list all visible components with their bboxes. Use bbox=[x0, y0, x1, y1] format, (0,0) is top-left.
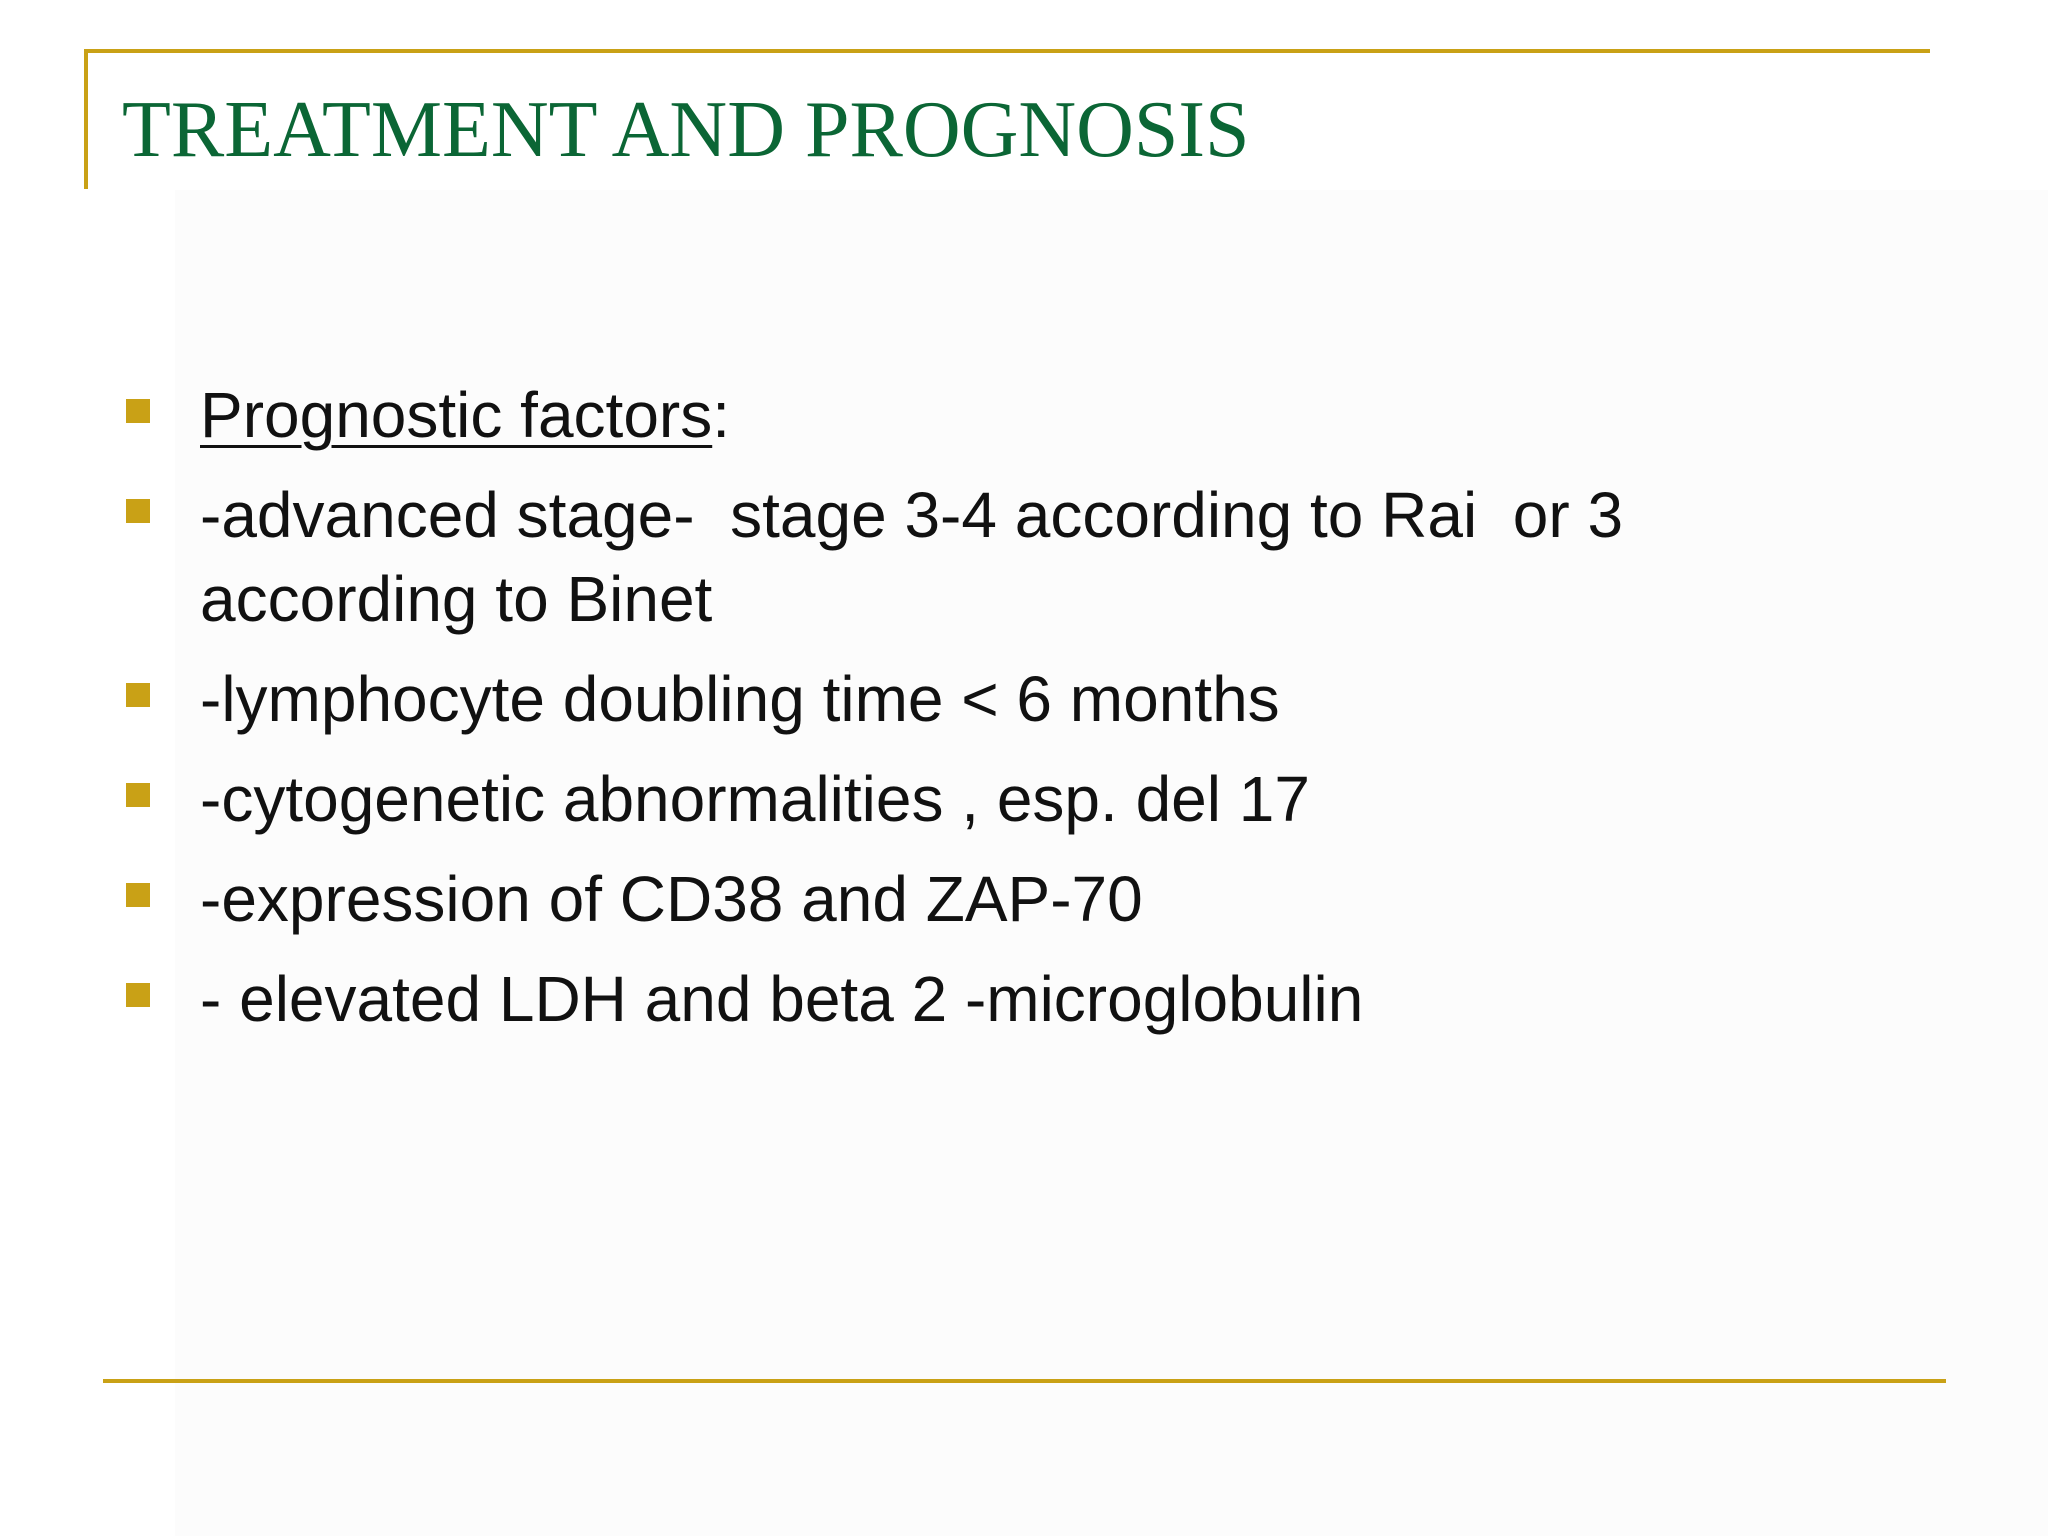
square-bullet-icon bbox=[126, 883, 150, 907]
bullet-heading-suffix: : bbox=[712, 379, 730, 451]
bullet-item-expression bbox=[126, 857, 1786, 941]
left-rule bbox=[84, 49, 88, 189]
square-bullet-icon bbox=[126, 683, 150, 707]
bullet-item-cytogenetic bbox=[126, 757, 1786, 841]
bullet-heading: Prognostic factors bbox=[200, 379, 713, 451]
bullet-text: -lymphocyte doubling time < 6 months bbox=[200, 663, 1280, 735]
square-bullet-icon bbox=[126, 499, 150, 523]
bullet-text: - elevated LDH and beta 2 -microglobulin bbox=[200, 963, 1364, 1035]
bullet-text: -expression of CD38 and ZAP-70 bbox=[200, 863, 1143, 935]
top-rule bbox=[84, 49, 1930, 53]
bullet-list bbox=[126, 373, 1786, 1057]
bullet-item-prognostic-factors bbox=[126, 373, 1786, 457]
bullet-item-lymphocyte-doubling bbox=[126, 657, 1786, 741]
bullet-text: -cytogenetic abnormalities , esp. del 17 bbox=[200, 763, 1310, 835]
bullet-item-advanced-stage bbox=[126, 473, 1786, 641]
square-bullet-icon bbox=[126, 783, 150, 807]
slide-title: TREATMENT AND PROGNOSIS bbox=[122, 86, 1250, 174]
square-bullet-icon bbox=[126, 983, 150, 1007]
square-bullet-icon bbox=[126, 399, 150, 423]
bottom-rule bbox=[103, 1379, 1946, 1383]
bullet-item-elevated-ldh bbox=[126, 957, 1786, 1041]
bullet-text: -advanced stage- stage 3-4 according to Rai or 3 according to Binet bbox=[200, 479, 1641, 635]
